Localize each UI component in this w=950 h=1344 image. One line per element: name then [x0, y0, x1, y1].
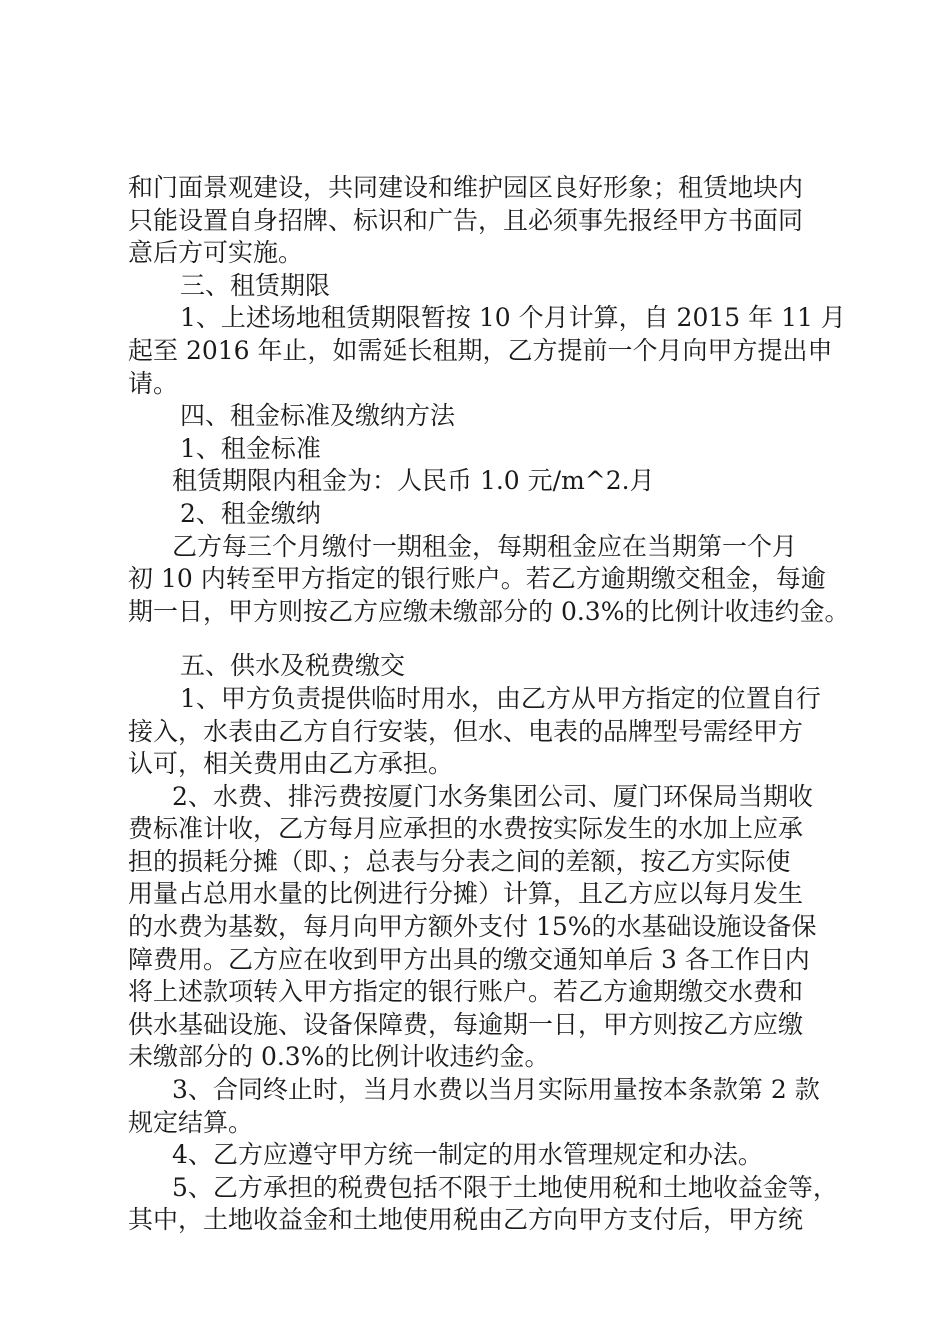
text-line: 认可，相关费用由乙方承担。	[128, 749, 454, 779]
text-line: 5、乙方承担的税费包括不限于土地使用税和土地收益金等，	[172, 1172, 838, 1202]
text-line: 期一日，甲方则按乙方应缴未缴部分的 0.3%的比例计收违约金。	[128, 596, 850, 626]
text-line: 2、水费、排污费按厦门水务集团公司、厦门环保局当期收	[172, 781, 813, 811]
text-line: 用量占总用水量的比例进行分摊）计算，且乙方应以每月发生	[128, 879, 804, 909]
text-line: 租赁期限内租金为：人民币 1.0 元/m^2.月	[172, 466, 655, 496]
text-line: 和门面景观建设，共同建设和维护园区良好形象；租赁地块内	[128, 173, 804, 202]
text-line: 只能设置自身招牌、标识和广告，且必须事先报经甲方书面同	[128, 205, 804, 235]
section-heading-rent: 四、租金标准及缴纳方法	[180, 401, 456, 431]
text-line: 其中，土地收益金和土地使用税由乙方向甲方支付后，甲方统	[128, 1205, 804, 1235]
text-line: 担的损耗分摊（即、；总表与分表之间的差额，按乙方实际使	[128, 846, 791, 876]
text-line: 供水基础设施、设备保障费，每逾期一日，甲方则按乙方应缴	[128, 1009, 804, 1039]
text-line: 意后方可实施。	[128, 238, 304, 268]
subheading-rent-payment: 2、租金缴纳	[180, 498, 321, 528]
text-line: 规定结算。	[128, 1107, 254, 1137]
text-line: 初 10 内转至甲方指定的银行账户。若乙方逾期缴交租金，每逾	[128, 564, 826, 594]
text-line: 起至 2016 年止，如需延长租期，乙方提前一个月向甲方提出申	[128, 335, 833, 365]
text-line: 未缴部分的 0.3%的比例计收违约金。	[128, 1042, 550, 1072]
section-heading-lease-term: 三、租赁期限	[180, 270, 331, 300]
text-line: 费标准计收，乙方每月应承担的水费按实际发生的水加上应承	[128, 814, 804, 844]
text-line: 将上述款项转入甲方指定的银行账户。若乙方逾期缴交水费和	[128, 977, 804, 1007]
document-body	[128, 172, 850, 1237]
text-line: 1、甲方负责提供临时用水，由乙方从甲方指定的位置自行	[180, 683, 821, 713]
text-line: 3、合同终止时，当月水费以当月实际用量按本条款第 2 款	[172, 1075, 820, 1105]
text-line: 障费用。乙方应在收到甲方出具的缴交通知单后 3 各工作日内	[128, 944, 810, 974]
text-line: 1、上述场地租赁期限暂按 10 个月计算，自 2015 年 11 月	[180, 303, 846, 333]
text-line: 接入，水表由乙方自行安装，但水、电表的品牌型号需经甲方	[128, 716, 804, 746]
section-heading-water-tax: 五、供水及税费缴交	[180, 651, 406, 681]
text-line: 4、乙方应遵守甲方统一制定的用水管理规定和办法。	[172, 1140, 763, 1170]
text-line: 乙方每三个月缴付一期租金，每期租金应在当期第一个月	[172, 531, 798, 561]
text-line: 请。	[128, 368, 179, 398]
subheading-rent-standard: 1、租金标准	[180, 433, 321, 463]
paragraph-gap	[128, 628, 844, 650]
text-line: 的水费为基数，每月向甲方额外支付 15%的水基础设施设备保	[128, 912, 817, 942]
